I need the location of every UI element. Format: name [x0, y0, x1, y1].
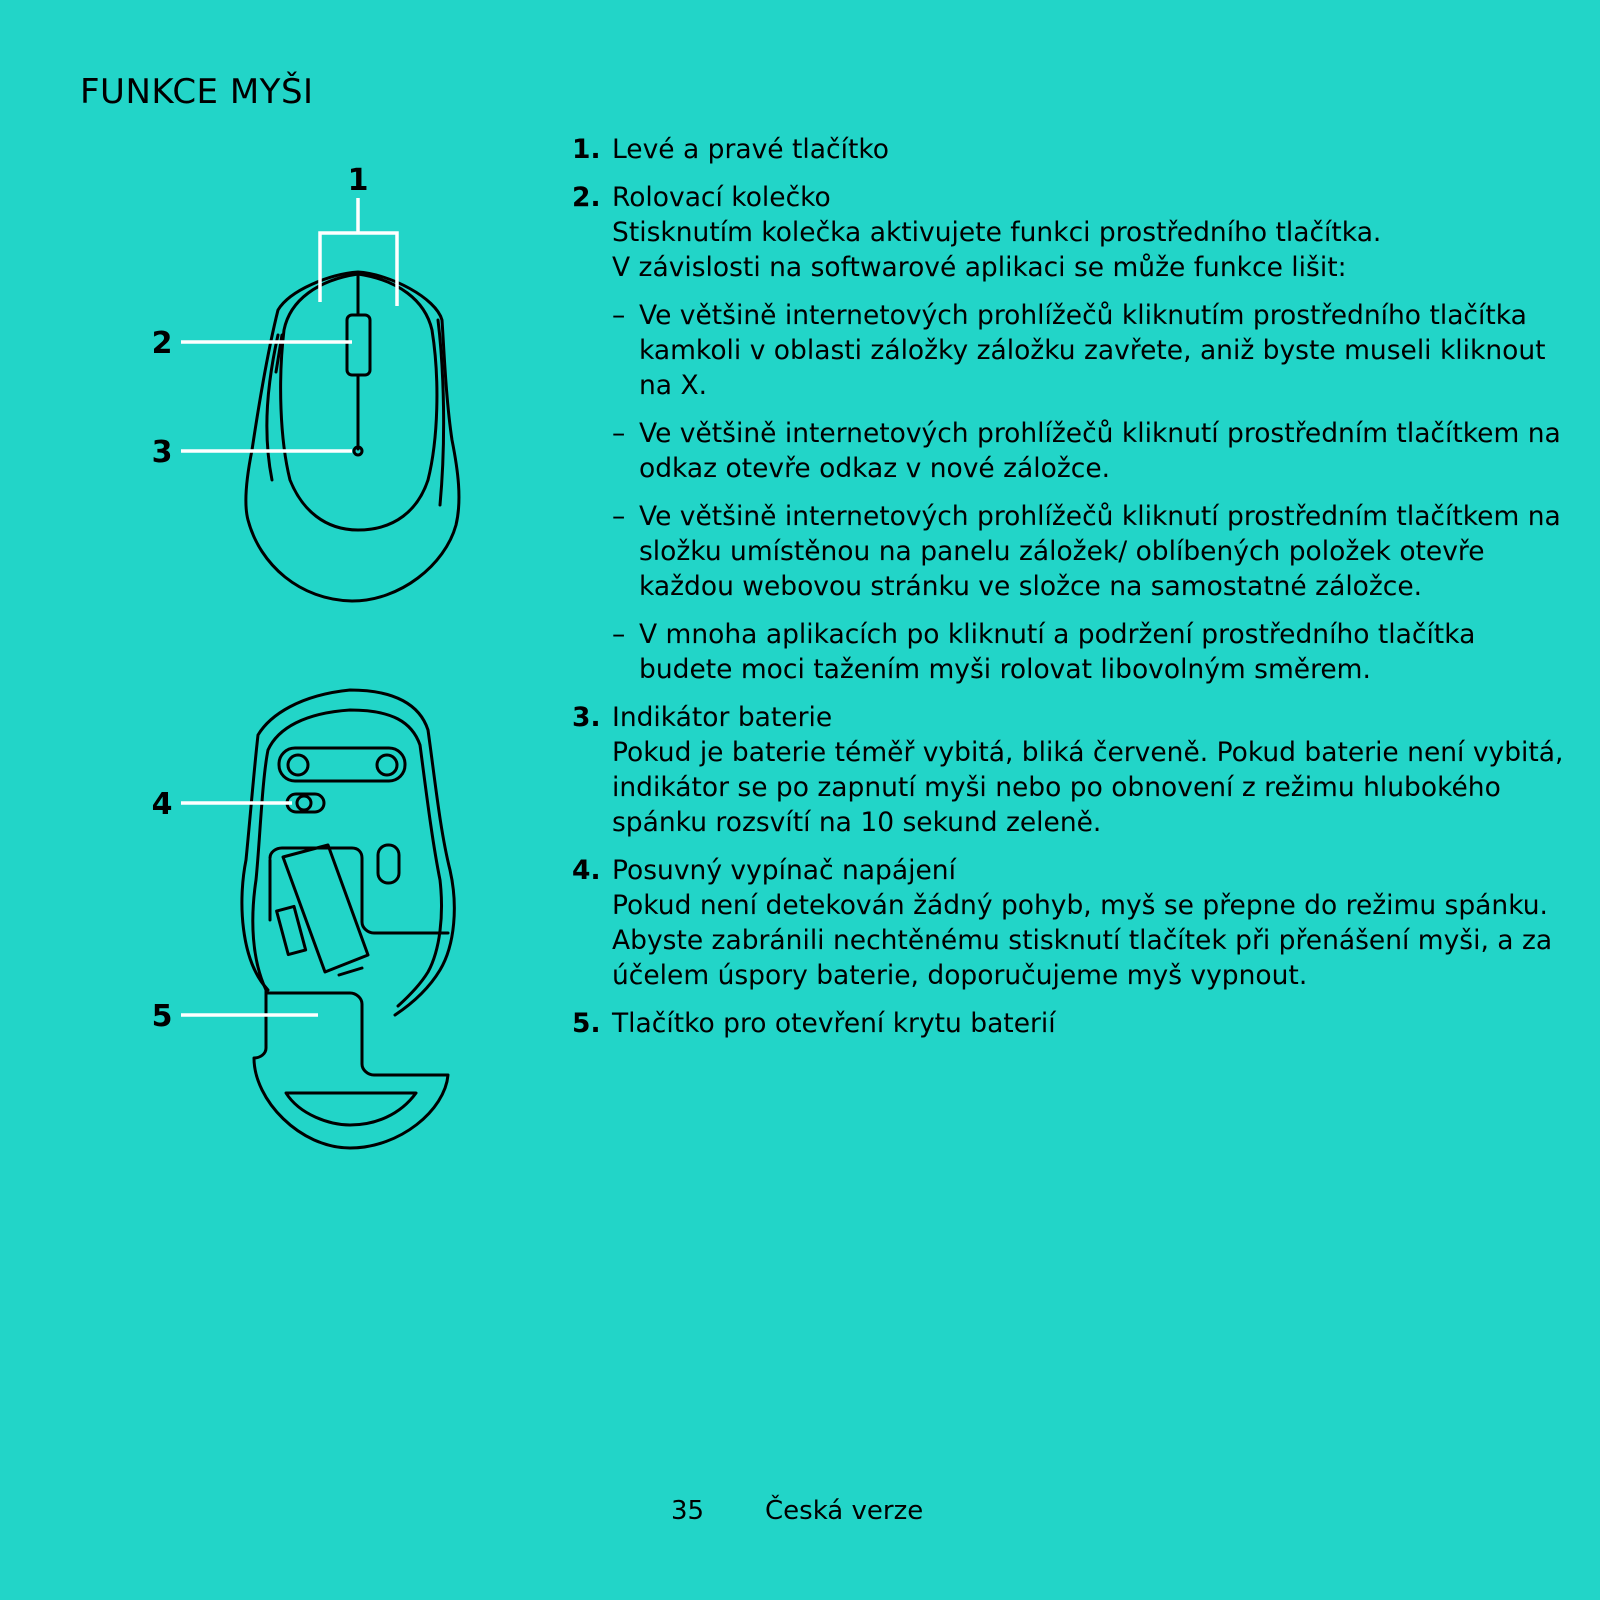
feature-number: 1. [572, 134, 601, 165]
feature-description-line: V závislosti na softwarové aplikaci se může funkce lišit: [612, 252, 1347, 283]
bullet-item [612, 499, 1572, 604]
feature-number: 5. [572, 1008, 601, 1039]
bullet-text: V mnoha aplikacích po kliknutí a podržení prostředního tlačítka budete moci tažením myši rolovat libovolným směrem. [639, 619, 1476, 685]
feature-description: Pokud je baterie téměř vybitá, bliká červeně. Pokud baterie není vybitá, indikátor se po zapnutí myši nebo po obnovení z režimu hlubokého spánku rozsvítí na 10 sekund zeleně. [612, 737, 1564, 838]
dash-bullet: – [612, 300, 626, 331]
feature-item-5 [572, 1006, 1572, 1041]
bullet-item [612, 298, 1572, 403]
mouse-diagram [0, 0, 560, 1200]
bullet-item [612, 416, 1572, 486]
feature-title: Indikátor baterie [612, 702, 833, 733]
feature-title: Tlačítko pro otevření krytu baterií [612, 1008, 1056, 1039]
dash-bullet: – [612, 501, 626, 532]
feature-item-2 [572, 180, 1572, 687]
dash-bullet: – [612, 619, 626, 650]
feature-title: Levé a pravé tlačítko [612, 134, 889, 165]
feature-number: 3. [572, 702, 601, 733]
bullet-text: Ve většině internetových prohlížečů kliknutí prostředním tlačítkem na odkaz otevře odkaz v nové záložce. [639, 418, 1561, 484]
callout-2: 2 [151, 326, 173, 361]
callout-1: 1 [347, 163, 369, 198]
dash-bullet: – [612, 418, 626, 449]
feature-item-3 [572, 700, 1572, 840]
feature-item-1 [572, 132, 1572, 167]
page-title: FUNKCE MYŠI [80, 72, 314, 112]
feature-description: Pokud není detekován žádný pohyb, myš se přepne do režimu spánku. Abyste zabránili nechtěnému stisknutí tlačítek při přenášení myši, a za účelem úspory baterie, doporučujeme myš vypnout. [612, 890, 1553, 991]
bullet-item [612, 617, 1572, 687]
feature-title: Posuvný vypínač napájení [612, 855, 956, 886]
bullet-text: Ve většině internetových prohlížečů kliknutí prostředním tlačítkem na složku umístěnou na panelu záložek/ oblíbených položek otevře každou webovou stránku ve složce na samostatné záložce. [639, 501, 1561, 602]
callout-5: 5 [151, 999, 173, 1034]
mouse-top-view-illustration [246, 272, 459, 601]
callout-4: 4 [151, 787, 173, 822]
page-number: 35 [671, 1496, 705, 1526]
feature-item-4 [572, 853, 1572, 993]
feature-title: Rolovací kolečko [612, 182, 831, 213]
callout-leader-lines [181, 198, 397, 1015]
feature-number: 4. [572, 855, 601, 886]
bullet-text: Ve většině internetových prohlížečů kliknutím prostředního tlačítka kamkoli v oblasti záložky záložku zavřete, aniž byste museli kliknout na X. [639, 300, 1546, 401]
callout-3: 3 [151, 435, 173, 470]
mouse-bottom-view-illustration [242, 690, 454, 1148]
feature-description-line: Stisknutím kolečka aktivujete funkci prostředního tlačítka. [612, 217, 1382, 248]
language-label: Česká verze [765, 1496, 924, 1526]
feature-number: 2. [572, 182, 601, 213]
feature-list [572, 132, 1572, 1054]
